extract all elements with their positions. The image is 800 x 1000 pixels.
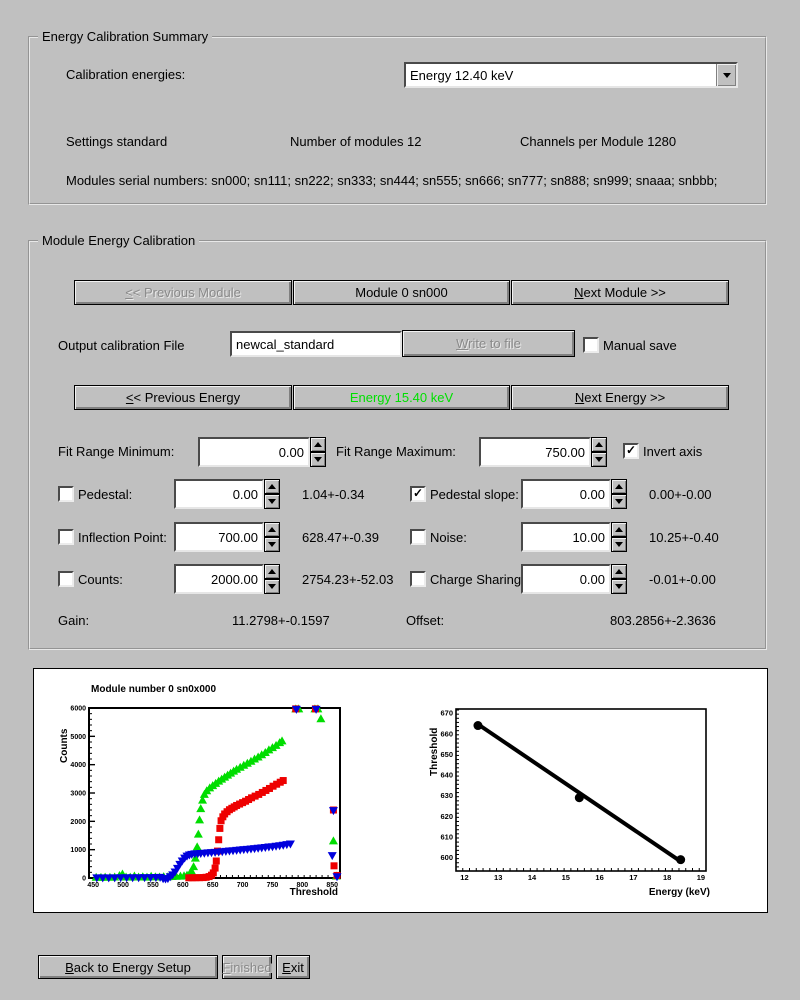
module-cal-groupbox [28, 233, 767, 650]
calibration-plots [34, 669, 765, 910]
charge-sharing-fit-result: -0.01+-0.00 [649, 572, 716, 587]
arrow-down-icon [314, 457, 322, 462]
pedestal-fit-result: 1.04+-0.34 [302, 487, 365, 502]
next-module-button[interactable]: Next Module >> [511, 280, 729, 305]
svg-text:630: 630 [440, 791, 453, 801]
svg-text:Counts: Counts [59, 728, 70, 763]
svg-text:12: 12 [460, 873, 469, 882]
arrow-down-icon [615, 499, 623, 504]
spin-down-button[interactable] [591, 452, 607, 467]
module-cal-group-title: Module Energy Calibration [38, 233, 199, 248]
noise-fit-result: 10.25+-0.40 [649, 530, 719, 545]
settings-label: Settings standard [66, 134, 168, 149]
spin-up-button[interactable] [611, 522, 627, 537]
svg-text:Threshold: Threshold [289, 887, 338, 898]
svg-text:600: 600 [440, 853, 453, 863]
spin-down-button[interactable] [611, 537, 627, 552]
pedestal-checkbox[interactable] [58, 486, 74, 502]
arrow-down-icon [268, 584, 276, 589]
spin-down-button[interactable] [310, 452, 326, 467]
spin-up-button[interactable] [264, 479, 280, 494]
spin-down-button[interactable] [611, 579, 627, 594]
fit-range-max-spinbox [479, 437, 607, 467]
arrow-up-icon [314, 442, 322, 447]
svg-text:610: 610 [440, 832, 453, 842]
pedestal-slope-label: Pedestal slope: [430, 487, 519, 502]
svg-text:13: 13 [494, 873, 503, 882]
fit-range-max-label: Fit Range Maximum: [336, 444, 456, 459]
charge-sharing-spinbox [521, 564, 627, 594]
svg-text:500: 500 [117, 882, 129, 889]
fit-range-max-input[interactable] [479, 437, 591, 467]
inflection-point-fit-result: 628.47+-0.39 [302, 530, 379, 545]
spin-up-button[interactable] [591, 437, 607, 452]
svg-text:1000: 1000 [70, 847, 86, 855]
svg-text:3000: 3000 [70, 790, 86, 798]
arrow-up-icon [268, 527, 276, 532]
arrow-up-icon [615, 569, 623, 574]
gain-value: 11.2798+-0.1597 [232, 613, 330, 628]
svg-text:670: 670 [440, 708, 453, 718]
svg-text:850: 850 [326, 882, 339, 889]
svg-text:640: 640 [440, 770, 453, 780]
svg-text:750: 750 [266, 882, 279, 889]
fit-range-min-spinbox [198, 437, 326, 467]
summary-group-title: Energy Calibration Summary [38, 29, 212, 44]
manual-save-checkbox[interactable] [583, 337, 599, 353]
svg-text:18: 18 [662, 873, 672, 882]
svg-text:0: 0 [82, 875, 86, 883]
arrow-up-icon [268, 569, 276, 574]
charge-sharing-checkbox[interactable] [410, 571, 426, 587]
svg-text:19: 19 [696, 873, 706, 882]
noise-label: Noise: [430, 530, 467, 545]
spin-up-button[interactable] [264, 564, 280, 579]
svg-text:14: 14 [527, 873, 537, 882]
pedestal-spinbox [174, 479, 280, 509]
fit-range-min-input[interactable] [198, 437, 310, 467]
counts-label: Counts: [78, 572, 123, 587]
inflection-point-spinbox [174, 522, 280, 552]
svg-text:650: 650 [206, 882, 219, 889]
output-file-input[interactable] [230, 331, 402, 357]
svg-text:17: 17 [629, 873, 638, 882]
write-to-file-button[interactable]: Write to file [402, 330, 575, 357]
svg-text:600: 600 [176, 882, 189, 889]
manual-save-label: Manual save [603, 338, 677, 353]
svg-text:550: 550 [147, 882, 159, 889]
arrow-up-icon [268, 484, 276, 489]
back-to-energy-setup-button[interactable]: Back to Energy Setup [38, 955, 218, 979]
counts-input[interactable] [174, 564, 264, 594]
pedestal-slope-fit-result: 0.00+-0.00 [649, 487, 712, 502]
calibration-energy-dropdown[interactable] [404, 62, 738, 88]
svg-text:620: 620 [440, 811, 453, 821]
noise-checkbox[interactable] [410, 529, 426, 545]
pedestal-input[interactable] [174, 479, 264, 509]
counts-checkbox[interactable] [58, 571, 74, 587]
spin-down-button[interactable] [264, 579, 280, 594]
num-modules-label: Number of modules 12 [290, 134, 422, 149]
arrow-down-icon [268, 499, 276, 504]
spin-up-button[interactable] [611, 479, 627, 494]
spin-down-button[interactable] [264, 494, 280, 509]
current-module-button[interactable]: Module 0 sn000 [293, 280, 510, 305]
svg-text:2000: 2000 [70, 818, 86, 826]
gain-label: Gain: [58, 613, 90, 628]
svg-text:15: 15 [561, 873, 570, 882]
finished-button[interactable]: Finished [222, 955, 272, 979]
calibration-energies-label: Calibration energies: [66, 67, 186, 82]
exit-button[interactable]: Exit [276, 955, 310, 979]
svg-text:Module number 0 sn0x000: Module number 0 sn0x000 [91, 684, 217, 695]
offset-label: Offset: [406, 613, 445, 628]
svg-text:Threshold: Threshold [429, 727, 440, 776]
pedestal-slope-spinbox [521, 479, 627, 509]
previous-module-button[interactable]: << Previous Module [74, 280, 292, 305]
modules-serial-numbers-label: Modules serial numbers: sn000; sn111; sn222; sn333; sn444; sn555; sn666; sn777; sn888; sn999; snaaa; snbbb; [66, 173, 718, 188]
inflection-point-label: Inflection Point: [78, 530, 167, 545]
arrow-down-icon [615, 542, 623, 547]
svg-text:4000: 4000 [70, 762, 86, 770]
arrow-up-icon [595, 442, 603, 447]
offset-value: 803.2856+-2.3636 [610, 613, 716, 628]
spin-up-button[interactable] [264, 522, 280, 537]
next-energy-button[interactable]: Next Energy >> [511, 385, 729, 410]
invert-axis-checkbox[interactable]: ✓ [623, 443, 639, 459]
svg-text:Energy (keV): Energy (keV) [648, 887, 710, 898]
svg-text:6000: 6000 [70, 705, 86, 713]
counts-spinbox [174, 564, 280, 594]
arrow-down-icon [615, 584, 623, 589]
svg-text:5000: 5000 [70, 733, 86, 741]
inflection-point-checkbox[interactable] [58, 529, 74, 545]
arrow-up-icon [615, 484, 623, 489]
invert-axis-label: Invert axis [643, 444, 703, 459]
svg-text:700: 700 [236, 882, 249, 889]
spin-down-button[interactable] [611, 494, 627, 509]
arrow-up-icon [615, 527, 623, 532]
dropdown-arrow-button[interactable] [716, 64, 736, 86]
current-energy-button[interactable]: Energy 15.40 keV [293, 385, 510, 410]
pedestal-label: Pedestal: [78, 487, 133, 502]
charge-sharing-label: Charge Sharing [430, 572, 522, 587]
charge-sharing-input[interactable] [521, 564, 611, 594]
pedestal-slope-input[interactable] [521, 479, 611, 509]
arrow-down-icon [595, 457, 603, 462]
summary-groupbox [28, 29, 767, 205]
spin-down-button[interactable] [264, 537, 280, 552]
svg-text:450: 450 [87, 882, 100, 889]
fit-range-min-label: Fit Range Minimum: [58, 444, 175, 459]
pedestal-slope-checkbox[interactable]: ✓ [410, 486, 426, 502]
calibration-energy-dropdown-value: Energy 12.40 keV [410, 67, 514, 83]
arrow-down-icon [268, 542, 276, 547]
svg-text:650: 650 [440, 749, 453, 759]
svg-text:660: 660 [440, 729, 453, 739]
spin-up-button[interactable] [310, 437, 326, 452]
counts-fit-result: 2754.23+-52.03 [302, 572, 394, 587]
svg-text:800: 800 [296, 882, 309, 889]
chevron-down-icon [723, 73, 731, 78]
noise-spinbox [521, 522, 627, 552]
inflection-point-input[interactable] [174, 522, 264, 552]
spin-up-button[interactable] [611, 564, 627, 579]
noise-input[interactable] [521, 522, 611, 552]
plot-canvas [33, 668, 768, 913]
channels-per-module-label: Channels per Module 1280 [520, 134, 677, 149]
previous-energy-button[interactable]: << Previous Energy [74, 385, 292, 410]
svg-text:16: 16 [595, 873, 604, 882]
output-file-label: Output calibration File [58, 338, 185, 353]
